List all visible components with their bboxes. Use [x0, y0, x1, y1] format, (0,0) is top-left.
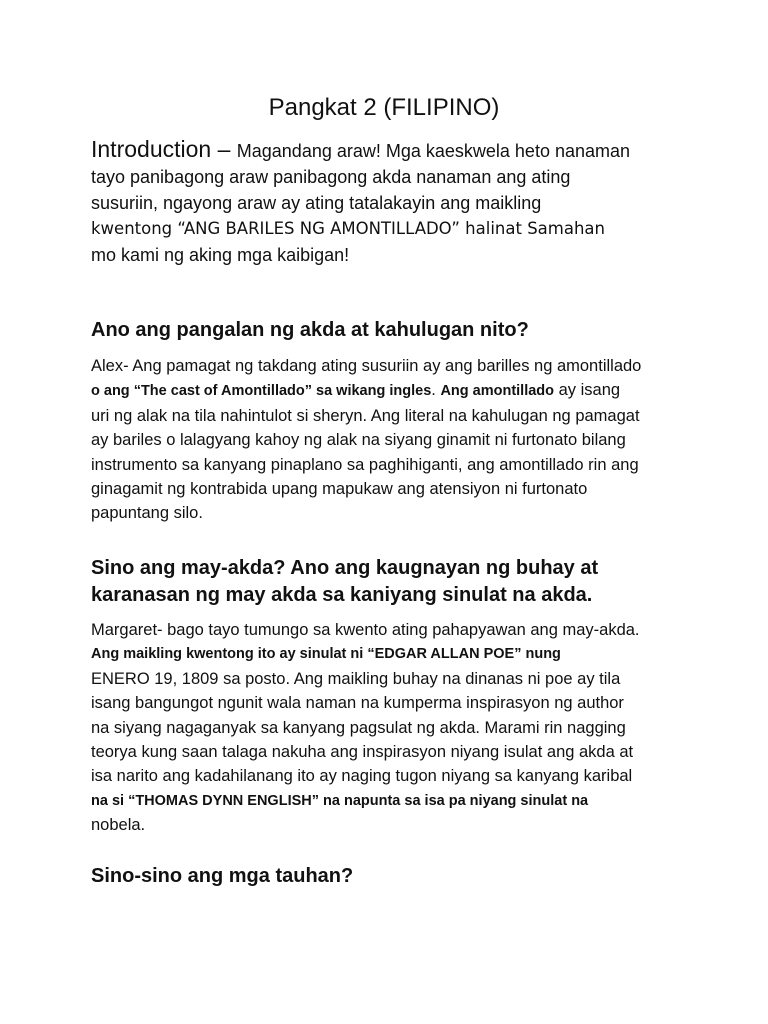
paragraph-line: isa narito ang kadahilanang ito ay naging tugon niyang sa kanyang karibal — [91, 767, 633, 786]
intro-line: kwentong “ANG BARILES NG AMONTILLADO” halinat Samahan — [91, 219, 605, 238]
paragraph-line-bold: na si “THOMAS DYNN ENGLISH” na napunta sa isa pa niyang sinulat na — [91, 792, 589, 809]
paragraph-line: ginagamit ng kontrabida upang mapukaw ang atensiyon ni furtonato — [91, 480, 588, 499]
paragraph-line: uri ng alak na tila nahintulot si sheryn. Ang literal na kahulugan ng pamagat — [91, 406, 640, 425]
section-heading-author — [91, 555, 711, 609]
intro-heading: Introduction – — [91, 136, 237, 162]
intro-line: mo kami ng aking mga kaibigan! — [91, 245, 350, 265]
plain-text: ay isang — [554, 381, 621, 400]
heading-line: karanasan ng may akda sa kaniyang sinulat na akda. — [91, 584, 593, 606]
bold-text: Ang amontillado — [440, 383, 555, 400]
section-heading-title-meaning: Ano ang pangalan ng akda at kahulugan nito? — [91, 319, 529, 341]
plain-text: . — [431, 381, 441, 400]
intro-text: Magandang araw! Mga kaeskwela heto nanaman — [236, 141, 631, 161]
intro-line: tayo panibagong araw panibagong akda nanaman ang ating — [91, 167, 571, 187]
paragraph-line: Margaret- bago tayo tumungo sa kwento ating pahapyawan ang may-akda. — [91, 621, 640, 639]
paragraph-line: Alex- Ang pamagat ng takdang ating susuriin ay ang barilles ng amontillado — [91, 357, 642, 375]
paragraph-line: teorya kung saan talaga nakuha ang inspirasyon niyang isulat ang akda at — [91, 743, 634, 762]
paragraph-line: papuntang silo. — [91, 504, 203, 523]
bold-text: o ang “The cast of Amontillado” sa wikang ingles — [91, 383, 432, 400]
intro-line — [91, 136, 691, 164]
section-heading-characters: Sino-sino ang mga tauhan? — [91, 865, 354, 887]
paragraph-line: instrumento sa kanyang pinaplano sa paghihiganti, ang amontillado rin ang — [91, 455, 639, 474]
paragraph-line — [91, 378, 691, 403]
section-paragraph-author — [91, 618, 691, 838]
paragraph-line: ay bariles o lalagyang kahoy ng alak na siyang ginamit ni furtonato bilang — [91, 431, 626, 450]
document-title: Pangkat 2 (FILIPINO) — [268, 94, 500, 121]
paragraph-line: isang bangungot ngunit wala naman na kumperma inspirasyon ng author — [91, 694, 624, 713]
paragraph-line: ENERO 19, 1809 sa posto. Ang maikling buhay na dinanas ni poe ay tila — [91, 669, 621, 688]
paragraph-line-bold: Ang maikling kwentong ito ay sinulat ni “EDGAR ALLAN POE” nung — [91, 646, 561, 663]
heading-line: Sino ang may-akda? Ano ang kaugnayan ng buhay at — [91, 557, 599, 579]
paragraph-line: na siyang nagaganyak sa kanyang pagsulat ng akda. Marami rin nagging — [91, 718, 626, 737]
section-paragraph-title-meaning — [91, 354, 691, 526]
intro-line: susuriin, ngayong araw ay ating tatalakayin ang maikling — [91, 193, 542, 213]
introduction-paragraph — [91, 136, 691, 268]
paragraph-line: nobela. — [91, 816, 146, 835]
